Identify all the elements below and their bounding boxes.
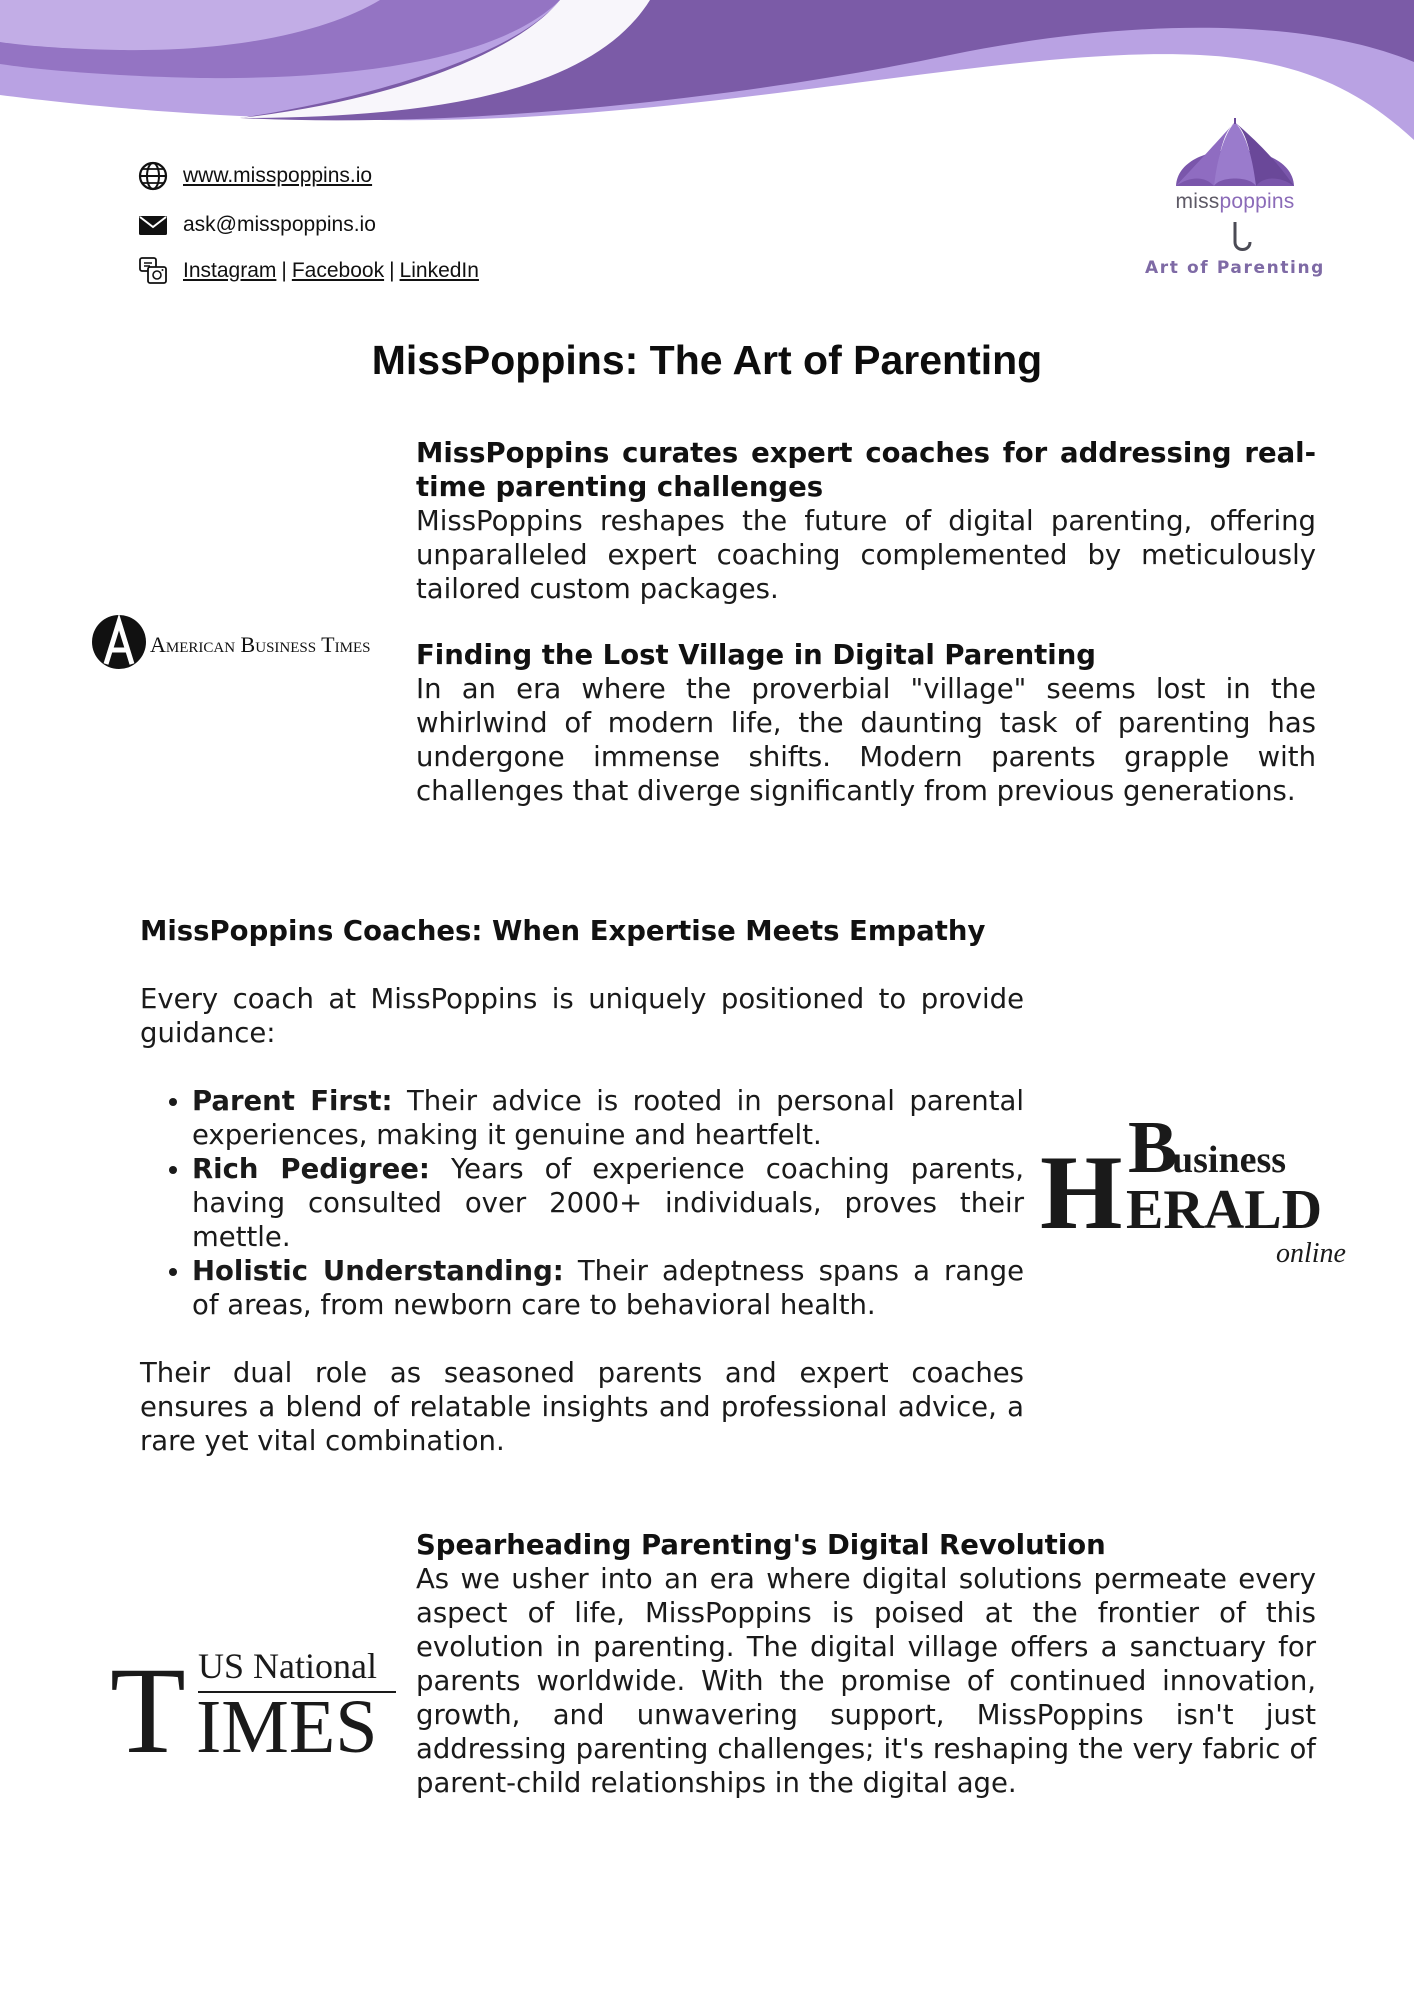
us-national-times-logo — [110, 1640, 400, 1764]
facebook-link[interactable]: Facebook — [291, 259, 385, 282]
contact-website-row — [137, 160, 372, 192]
herald-usiness: usiness — [1172, 1139, 1287, 1181]
american-business-times-logo — [92, 614, 402, 674]
herald-letter-b: B — [1128, 1110, 1178, 1189]
village-body: In an era where the proverbial "village" seems lost in the whirlwind of modern life, the daunting task of parenting has undergone immense shifts. Modern parents grapple with challenges that diverge significantly from previous generations. — [416, 673, 1316, 807]
herald-online: online — [1276, 1238, 1346, 1269]
times-big-t: T — [110, 1642, 186, 1760]
business-herald-logo — [1040, 1110, 1360, 1274]
link-separator: | — [281, 259, 287, 282]
contact-social-row — [137, 255, 479, 287]
herald-letter-h: H — [1040, 1134, 1123, 1251]
intro-body: MissPoppins reshapes the future of digital parenting, offering unparalleled expert coaching complemented by meticulously tailored custom packages. — [416, 505, 1316, 605]
list-item: • Rich Pedigree: Years of experience coaching parents, having consulted over 2000+ individuals, proves their mettle. — [192, 1152, 1024, 1254]
mail-icon — [137, 209, 169, 241]
linkedin-link[interactable]: LinkedIn — [399, 259, 479, 282]
list-item: • Parent First: Their advice is rooted in personal parental experiences, making it genuine and heartfelt. — [192, 1084, 1024, 1152]
revolution-body: As we usher into an era where digital solutions permeate every aspect of life, MissPoppins is poised at the frontier of this evolution in parenting. The digital village offers a sanctuary for parents worldwide. With the promise of continued innovation, growth, and unwavering support, MissPoppins isn't just addressing parenting challenges; it's reshaping the very fabric of parent-child relationships in the digital age. — [416, 1563, 1316, 1799]
revolution-heading: Spearheading Parenting's Digital Revolution — [416, 1529, 1106, 1561]
village-section — [416, 638, 1316, 808]
intro-section — [416, 436, 1316, 606]
times-us-national: US National — [198, 1646, 377, 1686]
coaches-lead: Every coach at MissPoppins is uniquely positioned to provide guidance: — [140, 983, 1024, 1049]
misspoppins-logo — [1145, 118, 1325, 288]
logo-wordmark: misspoppins — [1175, 190, 1295, 213]
revolution-section — [416, 1528, 1316, 1800]
village-heading: Finding the Lost Village in Digital Parenting — [416, 639, 1096, 671]
email-link[interactable]: ask@misspoppins.io — [183, 213, 376, 236]
intro-heading: MissPoppins curates expert coaches for addressing real-time parenting challenges — [416, 437, 1316, 503]
page-title: MissPoppins: The Art of Parenting — [371, 337, 1043, 383]
website-link[interactable]: www.misspoppins.io — [183, 164, 373, 187]
herald-erald: ERALD — [1126, 1179, 1323, 1241]
globe-icon — [137, 160, 169, 192]
coaches-heading: MissPoppins Coaches: When Expertise Meets Empathy — [140, 915, 986, 947]
coaches-bullet-list — [140, 1084, 1024, 1322]
times-imes: IMES — [196, 1685, 378, 1760]
instagram-link[interactable]: Instagram — [183, 259, 277, 282]
list-item: • Holistic Understanding: Their adeptness spans a range of areas, from newborn care to behavioral health. — [192, 1254, 1024, 1322]
american-business-times-text: American Business Times — [150, 632, 371, 657]
logo-tagline: Art of Parenting — [1145, 258, 1325, 278]
link-separator: | — [389, 259, 395, 282]
social-media-icon — [137, 255, 169, 287]
coaches-closing: Their dual role as seasoned parents and expert coaches ensures a blend of relatable insights and professional advice, a rare yet vital combination. — [140, 1357, 1024, 1457]
contact-email-row — [137, 209, 376, 241]
coaches-section — [140, 914, 1024, 1458]
umbrella-icon — [1160, 118, 1310, 258]
